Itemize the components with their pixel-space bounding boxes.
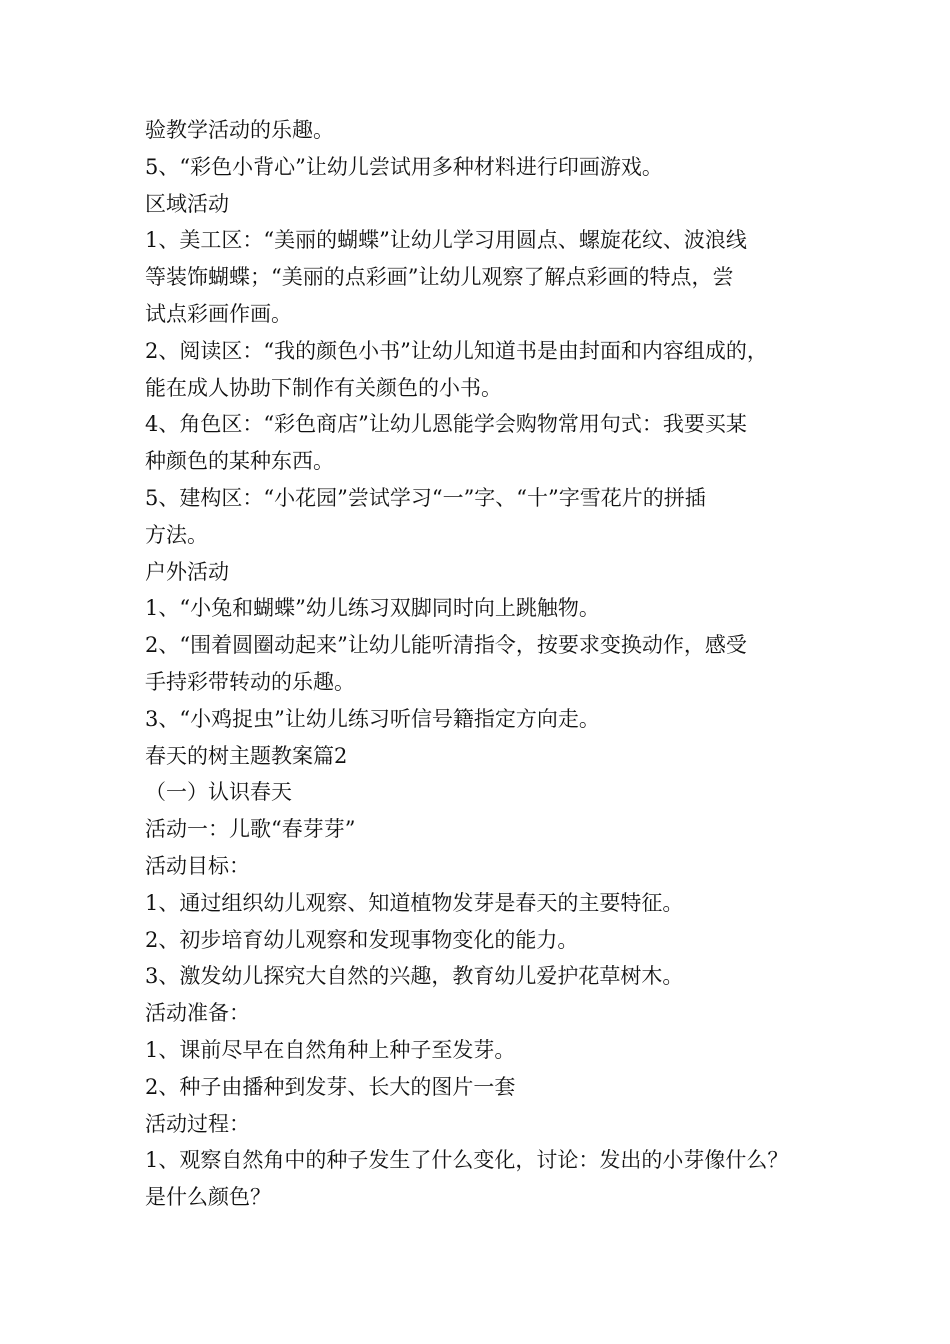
section-heading: 活动过程： — [145, 1111, 250, 1136]
section-heading: 户外活动 — [145, 559, 229, 584]
section-heading: 活动准备： — [145, 1001, 250, 1026]
text-line: 能在成人协助下制作有关颜色的小书。 — [145, 375, 502, 400]
list-item: 1、课前尽早在自然角种上种子至发芽。 — [145, 1037, 516, 1062]
activity-title: 活动一：儿歌“春芽芽” — [145, 817, 356, 842]
list-item: 1、通过组织幼儿观察、知道植物发芽是春天的主要特征。 — [145, 890, 684, 915]
section-heading: 活动目标： — [145, 853, 250, 878]
text-line: 手持彩带转动的乐趣。 — [145, 669, 355, 694]
text-line: 等装饰蝴蝶；“美丽的点彩画”让幼儿观察了解点彩画的特点，尝 — [145, 265, 734, 290]
list-item: 5、“彩色小背心”让幼儿尝试用多种材料进行印画游戏。 — [145, 154, 663, 179]
list-item: 2、初步培育幼儿观察和发现事物变化的能力。 — [145, 927, 579, 952]
section-heading: （一）认识春天 — [145, 780, 292, 805]
text-line: 试点彩画作画。 — [145, 301, 292, 326]
list-item: 1、“小兔和蝴蝶”幼儿练习双脚同时向上跳触物。 — [145, 596, 600, 621]
list-item: 2、种子由播种到发芽、长大的图片一套 — [145, 1074, 516, 1099]
document-title: 春天的树主题教案篇2 — [145, 743, 348, 768]
list-item: 4、角色区：“彩色商店”让幼儿恩能学会购物常用句式：我要买某 — [145, 412, 747, 437]
list-item: 1、美工区：“美丽的蝴蝶”让幼儿学习用圆点、螺旋花纹、波浪线 — [145, 228, 747, 253]
text-line: 验教学活动的乐趣。 — [145, 118, 334, 142]
text-line: 方法。 — [145, 522, 208, 547]
document-body — [145, 112, 835, 1216]
section-heading: 区域活动 — [145, 191, 229, 216]
list-item: 2、阅读区：“我的颜色小书”让幼儿知道书是由封面和内容组成的， — [145, 338, 768, 363]
list-item: 5、建构区：“小花园”尝试学习“一”字、“十”字雪花片的拼插 — [145, 485, 706, 510]
list-item: 3、激发幼儿探究大自然的兴趣，教育幼儿爱护花草树木。 — [145, 964, 684, 989]
list-item: 2、“围着圆圈动起来”让幼儿能听清指令，按要求变换动作，感受 — [145, 633, 747, 658]
text-line: 是什么颜色？ — [145, 1185, 271, 1210]
list-item: 1、观察自然角中的种子发生了什么变化，讨论：发出的小芽像什么？ — [145, 1148, 789, 1173]
list-item: 3、“小鸡捉虫”让幼儿练习听信号籍指定方向走。 — [145, 706, 600, 731]
text-line: 种颜色的某种东西。 — [145, 449, 334, 474]
